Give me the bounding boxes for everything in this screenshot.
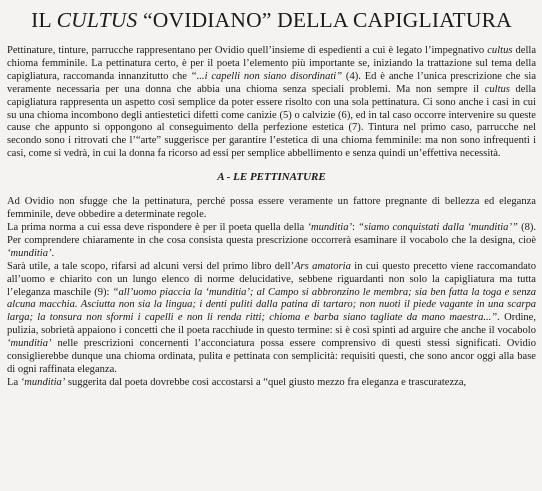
intro-italic-1: cultus [487,45,513,56]
p4-text-1: La [7,376,21,388]
intro-text-4: della capigliatura rappresenta un aspetto così semplice da poter essere risolto con una sola pettinatura. Ci sono anche i casi in cui su una chioma incombono degli antiestetici difetti come canizie (5) o calvizie (6), ed in tal caso occorre intervenire su queste cause che appunto si oppongono al conseguimento della perfezione estetica (7). Tintura nel primo caso, parrucche nel secondo sono i ritrovati che l’“arte” suggerisce per garantire l’estetica di una chioma femminile: ma non sono infrequenti i casi, come si vedrà, in cui la donna fa ricorso ad essi per semplice abbellimento e senza quindi un’effettiva necessità. [7,83,536,160]
p3-text-3: . Ordine, pulizia, sobrietà appaiono i concetti che il poeta racchiude in questo termine: si è così spinti ad arguire che anche il vocabolo [7,312,536,337]
intro-italic-3: cultus [484,83,510,95]
p2-text-1: La prima norma a cui essa deve rispondere è per il poeta quella della [7,221,308,233]
title-suffix: “OVIDIANO” DELLA CAPIGLIATURA [137,8,512,32]
paragraph-3 [7,261,536,377]
p4-text-2: suggerita dal poeta dovrebbe così accostarsi a “quel giusto mezzo fra eleganza e trascuratezza, [65,376,467,388]
p4-italic-1: ‘munditia’ [20,376,66,388]
intro-text-3: (4). Ed è anche l’unica prescrizione che sia veramente necessaria per una donna che abbia una chioma senza speciali problemi. Ma non sempre il [7,70,537,95]
page-title [7,8,536,32]
title-italic: CULTUS [56,8,138,32]
title-prefix: IL [31,8,57,32]
p3-italic-2: “all’uomo piaccia la ‘munditia’; al Campo si abbronzino le membra; sia ben fatta la toga e senza alcuna macchia. Asciutta non sia la lingua; i denti puliti dalla patina di tartaro; non nuoti il piede vagante in una scarpa larga; la tonsura non sformi i capelli e non li renda ritti; chioma e barba siano tagliate da mano maestra...” [7,286,536,324]
p2-italic-2: “siamo conquistati dalla ‘munditia’” [358,221,518,233]
p3-italic-1: Ars amatoria [294,260,351,272]
paragraph-1: Ad Ovidio non sfugge che la pettinatura, perché possa essere veramente un fattore pregnante di bellezza ed eleganza femminile, deve obbedire a determinate regole. [7,196,536,221]
p3-text-2: in cui questo precetto viene raccomandato all’uomo e chiarito con un lungo elenco di norme delucidative, sebbene riguardanti non solo la capigliatura ma tutta l’eleganza maschile (9): [7,260,536,298]
p2-italic-1: ‘munditia’ [307,221,352,233]
paragraph-4 [7,377,536,390]
paragraph-2 [7,222,536,261]
p3-italic-3: ‘munditia’ [7,338,52,350]
p3-text-4: nelle prescrizioni concernenti l’acconciatura possa essere comprensivo di questi stessi significati. Ovidio consiglierebbe dunque una chioma ordinata, pulita e pettinata con semplicità: requisiti questi, che sono ancor oggi alla base di ogni raffinata eleganza. [7,338,536,375]
p3-text-1: Sarà utile, a tale scopo, rifarsi ad alcuni versi del primo libro dell’ [7,260,295,272]
p2-text-3: (8). Per comprendere chiaramente in che cosa consista questa prescrizione occorrerà esaminare il vocabolo che la designa, cioè [7,221,537,246]
intro-text-1: Pettinature, tinture, parrucche rappresentano per Ovidio quell’insieme di espedienti a cui è legato l’impegnativo [7,45,488,56]
p2-text-2: : [352,221,359,233]
intro-italic-2: “...i capelli non siano disordinati” [190,70,343,82]
p2-italic-3: ‘munditia’ [7,247,52,259]
intro-paragraph [7,45,536,161]
intro-text-2: della chioma femminile. La pettinatura certo, è per il poeta l’elemento più importante se, iniziando la trattazione sul tema della capigliatura, raccomanda innanzitutto che [7,45,536,82]
p2-text-4: . [51,247,55,259]
section-heading: A - LE PETTINATURE [217,171,326,184]
